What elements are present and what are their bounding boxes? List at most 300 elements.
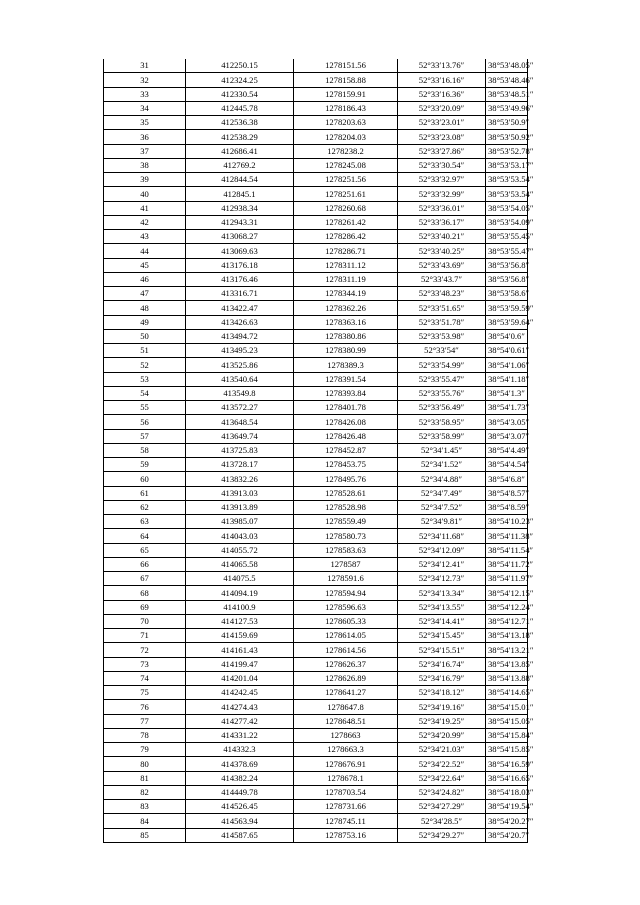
point-number-cell: 71	[104, 629, 186, 643]
x-coordinate-cell: 414201.04	[186, 671, 294, 685]
longitude-cell: 38°54′11.54″	[486, 543, 528, 557]
latitude-cell: 52°33′56.49″	[398, 401, 486, 415]
y-coordinate-cell: 1278453.75	[294, 458, 398, 472]
point-number-cell: 59	[104, 458, 186, 472]
point-number-cell: 65	[104, 543, 186, 557]
longitude-cell: 38°54′13.21″	[486, 643, 528, 657]
x-coordinate-cell: 412536.38	[186, 116, 294, 130]
y-coordinate-cell: 1278676.91	[294, 757, 398, 771]
point-number-cell: 64	[104, 529, 186, 543]
y-coordinate-cell: 1278594.94	[294, 586, 398, 600]
x-coordinate-cell: 413495.23	[186, 344, 294, 358]
point-number-cell: 81	[104, 771, 186, 785]
y-coordinate-cell: 1278391.54	[294, 372, 398, 386]
table-row	[104, 800, 528, 814]
point-number-cell: 66	[104, 557, 186, 571]
x-coordinate-cell: 414159.69	[186, 629, 294, 643]
latitude-cell: 52°34′1.45″	[398, 443, 486, 457]
x-coordinate-cell: 413422.47	[186, 301, 294, 315]
table-row	[104, 586, 528, 600]
latitude-cell: 52°34′18.12″	[398, 686, 486, 700]
point-number-cell: 70	[104, 614, 186, 628]
table-row	[104, 600, 528, 614]
latitude-cell: 52°33′40.21″	[398, 230, 486, 244]
point-number-cell: 47	[104, 287, 186, 301]
latitude-cell: 52°33′55.76″	[398, 386, 486, 400]
y-coordinate-cell: 1278344.19	[294, 287, 398, 301]
longitude-cell: 38°53′55.47″	[486, 244, 528, 258]
latitude-cell: 52°34′20.99″	[398, 728, 486, 742]
latitude-cell: 52°34′12.41″	[398, 557, 486, 571]
table-row	[104, 301, 528, 315]
y-coordinate-cell: 1278159.91	[294, 87, 398, 101]
y-coordinate-cell: 1278426.48	[294, 429, 398, 443]
longitude-cell: 38°54′16.59″	[486, 757, 528, 771]
x-coordinate-cell: 412538.29	[186, 130, 294, 144]
y-coordinate-cell: 1278286.71	[294, 244, 398, 258]
table-row	[104, 287, 528, 301]
longitude-cell: 38°53′53.54″	[486, 187, 528, 201]
point-number-cell: 54	[104, 386, 186, 400]
latitude-cell: 52°34′15.51″	[398, 643, 486, 657]
table-row	[104, 315, 528, 329]
longitude-cell: 38°54′4.49″	[486, 443, 528, 457]
longitude-cell: 38°54′0.61″	[486, 344, 528, 358]
y-coordinate-cell: 1278362.26	[294, 301, 398, 315]
latitude-cell: 52°34′12.09″	[398, 543, 486, 557]
x-coordinate-cell: 414378.69	[186, 757, 294, 771]
x-coordinate-cell: 412938.34	[186, 201, 294, 215]
y-coordinate-cell: 1278426.08	[294, 415, 398, 429]
x-coordinate-cell: 414127.53	[186, 614, 294, 628]
x-coordinate-cell: 414043.03	[186, 529, 294, 543]
longitude-cell: 38°54′18.03″	[486, 785, 528, 799]
y-coordinate-cell: 1278158.88	[294, 73, 398, 87]
point-number-cell: 48	[104, 301, 186, 315]
y-coordinate-cell: 1278731.66	[294, 800, 398, 814]
point-number-cell: 55	[104, 401, 186, 415]
latitude-cell: 52°33′36.17″	[398, 215, 486, 229]
y-coordinate-cell: 1278614.05	[294, 629, 398, 643]
table-row	[104, 515, 528, 529]
x-coordinate-cell: 413913.89	[186, 500, 294, 514]
latitude-cell: 52°34′22.64″	[398, 771, 486, 785]
point-number-cell: 33	[104, 87, 186, 101]
x-coordinate-cell: 413832.26	[186, 472, 294, 486]
x-coordinate-cell: 413316.71	[186, 287, 294, 301]
table-row	[104, 230, 528, 244]
y-coordinate-cell: 1278286.42	[294, 230, 398, 244]
table-row	[104, 543, 528, 557]
latitude-cell: 52°34′16.74″	[398, 657, 486, 671]
point-number-cell: 72	[104, 643, 186, 657]
y-coordinate-cell: 1278363.16	[294, 315, 398, 329]
longitude-cell: 38°54′8.57″	[486, 486, 528, 500]
table-row	[104, 572, 528, 586]
point-number-cell: 44	[104, 244, 186, 258]
latitude-cell: 52°33′16.36″	[398, 87, 486, 101]
longitude-cell: 38°54′15.85″	[486, 743, 528, 757]
y-coordinate-cell: 1278251.56	[294, 173, 398, 187]
x-coordinate-cell: 413985.07	[186, 515, 294, 529]
y-coordinate-cell: 1278580.73	[294, 529, 398, 543]
x-coordinate-cell: 412250.15	[186, 59, 294, 73]
latitude-cell: 52°33′40.25″	[398, 244, 486, 258]
y-coordinate-cell: 1278596.63	[294, 600, 398, 614]
latitude-cell: 52°33′51.78″	[398, 315, 486, 329]
x-coordinate-cell: 413549.8	[186, 386, 294, 400]
latitude-cell: 52°33′16.16″	[398, 73, 486, 87]
latitude-cell: 52°34′7.49″	[398, 486, 486, 500]
table-row	[104, 329, 528, 343]
y-coordinate-cell: 1278663	[294, 728, 398, 742]
y-coordinate-cell: 1278311.12	[294, 258, 398, 272]
point-number-cell: 52	[104, 358, 186, 372]
longitude-cell: 38°54′11.72″	[486, 557, 528, 571]
y-coordinate-cell: 1278614.56	[294, 643, 398, 657]
longitude-cell: 38°54′11.38″	[486, 529, 528, 543]
longitude-cell: 38°54′1.06″	[486, 358, 528, 372]
table-row	[104, 643, 528, 657]
longitude-cell: 38°53′53.17″	[486, 158, 528, 172]
coordinates-table	[103, 59, 534, 843]
longitude-cell: 38°53′50.92″	[486, 130, 528, 144]
table-row	[104, 686, 528, 700]
y-coordinate-cell: 1278583.63	[294, 543, 398, 557]
y-coordinate-cell: 1278626.89	[294, 671, 398, 685]
table-row	[104, 59, 528, 73]
latitude-cell: 52°34′15.45″	[398, 629, 486, 643]
point-number-cell: 37	[104, 144, 186, 158]
y-coordinate-cell: 1278663.3	[294, 743, 398, 757]
longitude-cell: 38°53′56.8″	[486, 258, 528, 272]
longitude-cell: 38°54′12.71″	[486, 614, 528, 628]
point-number-cell: 42	[104, 215, 186, 229]
x-coordinate-cell: 412943.31	[186, 215, 294, 229]
x-coordinate-cell: 414094.19	[186, 586, 294, 600]
coordinates-table-body	[104, 59, 534, 842]
table-row	[104, 130, 528, 144]
latitude-cell: 52°34′24.82″	[398, 785, 486, 799]
latitude-cell: 52°33′51.65″	[398, 301, 486, 315]
longitude-cell: 38°54′20.27″	[486, 814, 528, 828]
y-coordinate-cell: 1278204.03	[294, 130, 398, 144]
point-number-cell: 76	[104, 700, 186, 714]
latitude-cell: 52°33′13.76″	[398, 59, 486, 73]
latitude-cell: 52°33′32.99″	[398, 187, 486, 201]
longitude-cell: 38°54′1.18″	[486, 372, 528, 386]
x-coordinate-cell: 412769.2	[186, 158, 294, 172]
point-number-cell: 74	[104, 671, 186, 685]
longitude-cell: 38°53′58.6″	[486, 287, 528, 301]
point-number-cell: 50	[104, 329, 186, 343]
x-coordinate-cell: 414382.24	[186, 771, 294, 785]
point-number-cell: 57	[104, 429, 186, 443]
longitude-cell: 38°54′15.05″	[486, 714, 528, 728]
longitude-cell: 38°54′1.73″	[486, 401, 528, 415]
point-number-cell: 51	[104, 344, 186, 358]
x-coordinate-cell: 413494.72	[186, 329, 294, 343]
point-number-cell: 46	[104, 272, 186, 286]
y-coordinate-cell: 1278605.33	[294, 614, 398, 628]
table-row	[104, 201, 528, 215]
x-coordinate-cell: 414075.5	[186, 572, 294, 586]
table-row	[104, 101, 528, 115]
table-row	[104, 73, 528, 87]
latitude-cell: 52°33′20.09″	[398, 101, 486, 115]
y-coordinate-cell: 1278380.99	[294, 344, 398, 358]
latitude-cell: 52°34′21.03″	[398, 743, 486, 757]
y-coordinate-cell: 1278528.98	[294, 500, 398, 514]
latitude-cell: 52°34′12.73″	[398, 572, 486, 586]
latitude-cell: 52°33′43.69″	[398, 258, 486, 272]
latitude-cell: 52°34′28.5″	[398, 814, 486, 828]
latitude-cell: 52°33′54.99″	[398, 358, 486, 372]
point-number-cell: 49	[104, 315, 186, 329]
point-number-cell: 35	[104, 116, 186, 130]
y-coordinate-cell: 1278389.3	[294, 358, 398, 372]
table-row	[104, 272, 528, 286]
latitude-cell: 52°33′58.99″	[398, 429, 486, 443]
longitude-cell: 38°54′16.65″	[486, 771, 528, 785]
longitude-cell: 38°53′48.51″	[486, 87, 528, 101]
x-coordinate-cell: 414100.9	[186, 600, 294, 614]
point-number-cell: 83	[104, 800, 186, 814]
table-row	[104, 629, 528, 643]
longitude-cell: 38°53′52.78″	[486, 144, 528, 158]
table-row	[104, 728, 528, 742]
point-number-cell: 32	[104, 73, 186, 87]
table-row	[104, 700, 528, 714]
point-number-cell: 69	[104, 600, 186, 614]
latitude-cell: 52°34′13.55″	[398, 600, 486, 614]
latitude-cell: 52°34′27.29″	[398, 800, 486, 814]
table-row	[104, 771, 528, 785]
latitude-cell: 52°33′36.01″	[398, 201, 486, 215]
x-coordinate-cell: 412324.25	[186, 73, 294, 87]
x-coordinate-cell: 413649.74	[186, 429, 294, 443]
latitude-cell: 52°33′27.86″	[398, 144, 486, 158]
y-coordinate-cell: 1278203.63	[294, 116, 398, 130]
longitude-cell: 38°53′54.09″	[486, 215, 528, 229]
y-coordinate-cell: 1278151.56	[294, 59, 398, 73]
latitude-cell: 52°34′16.79″	[398, 671, 486, 685]
x-coordinate-cell: 413068.27	[186, 230, 294, 244]
latitude-cell: 52°33′55.47″	[398, 372, 486, 386]
point-number-cell: 80	[104, 757, 186, 771]
latitude-cell: 52°34′7.52″	[398, 500, 486, 514]
longitude-cell: 38°54′12.15″	[486, 586, 528, 600]
longitude-cell: 38°54′20.7″	[486, 828, 528, 842]
latitude-cell: 52°34′29.27″	[398, 828, 486, 842]
y-coordinate-cell: 1278559.49	[294, 515, 398, 529]
point-number-cell: 38	[104, 158, 186, 172]
point-number-cell: 84	[104, 814, 186, 828]
longitude-cell: 38°53′49.96″	[486, 101, 528, 115]
longitude-cell: 38°54′10.23″	[486, 515, 528, 529]
table-row	[104, 258, 528, 272]
point-number-cell: 45	[104, 258, 186, 272]
longitude-cell: 38°54′13.85″	[486, 657, 528, 671]
y-coordinate-cell: 1278186.43	[294, 101, 398, 115]
longitude-cell: 38°54′8.59″	[486, 500, 528, 514]
y-coordinate-cell: 1278401.78	[294, 401, 398, 415]
point-number-cell: 53	[104, 372, 186, 386]
latitude-cell: 52°34′9.81″	[398, 515, 486, 529]
x-coordinate-cell: 413176.46	[186, 272, 294, 286]
point-number-cell: 36	[104, 130, 186, 144]
latitude-cell: 52°34′11.68″	[398, 529, 486, 543]
point-number-cell: 39	[104, 173, 186, 187]
table-row	[104, 144, 528, 158]
latitude-cell: 52°33′53.98″	[398, 329, 486, 343]
latitude-cell: 52°34′1.52″	[398, 458, 486, 472]
table-row	[104, 529, 528, 543]
point-number-cell: 77	[104, 714, 186, 728]
x-coordinate-cell: 412330.54	[186, 87, 294, 101]
latitude-cell: 52°33′30.54″	[398, 158, 486, 172]
x-coordinate-cell: 414449.78	[186, 785, 294, 799]
point-number-cell: 75	[104, 686, 186, 700]
table-row	[104, 828, 528, 842]
latitude-cell: 52°33′23.01″	[398, 116, 486, 130]
table-row	[104, 557, 528, 571]
latitude-cell: 52°33′43.7″	[398, 272, 486, 286]
y-coordinate-cell: 1278495.76	[294, 472, 398, 486]
table-row	[104, 500, 528, 514]
latitude-cell: 52°33′32.97″	[398, 173, 486, 187]
longitude-cell: 38°54′15.01″	[486, 700, 528, 714]
x-coordinate-cell: 414274.43	[186, 700, 294, 714]
point-number-cell: 62	[104, 500, 186, 514]
point-number-cell: 61	[104, 486, 186, 500]
x-coordinate-cell: 414065.58	[186, 557, 294, 571]
x-coordinate-cell: 414242.45	[186, 686, 294, 700]
longitude-cell: 38°53′48.46″	[486, 73, 528, 87]
y-coordinate-cell: 1278641.27	[294, 686, 398, 700]
latitude-cell: 52°34′22.52″	[398, 757, 486, 771]
longitude-cell: 38°54′3.05″	[486, 415, 528, 429]
x-coordinate-cell: 414332.3	[186, 743, 294, 757]
longitude-cell: 38°53′50.9″	[486, 116, 528, 130]
table-row	[104, 458, 528, 472]
longitude-cell: 38°54′0.6″	[486, 329, 528, 343]
longitude-cell: 38°54′4.54″	[486, 458, 528, 472]
y-coordinate-cell: 1278380.86	[294, 329, 398, 343]
point-number-cell: 40	[104, 187, 186, 201]
point-number-cell: 58	[104, 443, 186, 457]
longitude-cell: 38°53′48.05″	[486, 59, 528, 73]
x-coordinate-cell: 414587.65	[186, 828, 294, 842]
y-coordinate-cell: 1278260.68	[294, 201, 398, 215]
y-coordinate-cell: 1278591.6	[294, 572, 398, 586]
y-coordinate-cell: 1278261.42	[294, 215, 398, 229]
point-number-cell: 56	[104, 415, 186, 429]
point-number-cell: 78	[104, 728, 186, 742]
table-row	[104, 785, 528, 799]
table-row	[104, 372, 528, 386]
point-number-cell: 68	[104, 586, 186, 600]
longitude-cell: 38°54′1.3″	[486, 386, 528, 400]
table-row	[104, 215, 528, 229]
x-coordinate-cell: 414563.94	[186, 814, 294, 828]
table-row	[104, 614, 528, 628]
table-row	[104, 814, 528, 828]
y-coordinate-cell: 1278626.37	[294, 657, 398, 671]
longitude-cell: 38°54′14.65″	[486, 686, 528, 700]
x-coordinate-cell: 414055.72	[186, 543, 294, 557]
x-coordinate-cell: 413069.63	[186, 244, 294, 258]
y-coordinate-cell: 1278745.11	[294, 814, 398, 828]
table-row	[104, 386, 528, 400]
y-coordinate-cell: 1278587	[294, 557, 398, 571]
table-row	[104, 187, 528, 201]
point-number-cell: 31	[104, 59, 186, 73]
table-row	[104, 429, 528, 443]
latitude-cell: 52°33′23.08″	[398, 130, 486, 144]
table-row	[104, 344, 528, 358]
table-row	[104, 757, 528, 771]
longitude-cell: 38°54′19.54″	[486, 800, 528, 814]
longitude-cell: 38°53′54.05″	[486, 201, 528, 215]
longitude-cell: 38°53′59.59″	[486, 301, 528, 315]
x-coordinate-cell: 414277.42	[186, 714, 294, 728]
x-coordinate-cell: 414161.43	[186, 643, 294, 657]
point-number-cell: 60	[104, 472, 186, 486]
table-row	[104, 116, 528, 130]
x-coordinate-cell: 412445.78	[186, 101, 294, 115]
point-number-cell: 34	[104, 101, 186, 115]
table-row	[104, 401, 528, 415]
point-number-cell: 41	[104, 201, 186, 215]
x-coordinate-cell: 412686.41	[186, 144, 294, 158]
x-coordinate-cell: 414199.47	[186, 657, 294, 671]
x-coordinate-cell: 413725.83	[186, 443, 294, 457]
table-row	[104, 158, 528, 172]
y-coordinate-cell: 1278753.16	[294, 828, 398, 842]
y-coordinate-cell: 1278528.61	[294, 486, 398, 500]
latitude-cell: 52°33′48.23″	[398, 287, 486, 301]
x-coordinate-cell: 413572.27	[186, 401, 294, 415]
point-number-cell: 67	[104, 572, 186, 586]
point-number-cell: 63	[104, 515, 186, 529]
table-row	[104, 714, 528, 728]
table-row	[104, 173, 528, 187]
longitude-cell: 38°54′13.18″	[486, 629, 528, 643]
table-row	[104, 87, 528, 101]
y-coordinate-cell: 1278245.08	[294, 158, 398, 172]
x-coordinate-cell: 414331.22	[186, 728, 294, 742]
x-coordinate-cell: 413525.86	[186, 358, 294, 372]
longitude-cell: 38°54′15.84″	[486, 728, 528, 742]
latitude-cell: 52°34′19.25″	[398, 714, 486, 728]
longitude-cell: 38°53′56.8″	[486, 272, 528, 286]
y-coordinate-cell: 1278703.54	[294, 785, 398, 799]
longitude-cell: 38°54′12.24″	[486, 600, 528, 614]
y-coordinate-cell: 1278452.87	[294, 443, 398, 457]
x-coordinate-cell: 413540.64	[186, 372, 294, 386]
x-coordinate-cell: 413176.18	[186, 258, 294, 272]
x-coordinate-cell: 413913.03	[186, 486, 294, 500]
x-coordinate-cell: 413426.63	[186, 315, 294, 329]
point-number-cell: 43	[104, 230, 186, 244]
longitude-cell: 38°54′13.88″	[486, 671, 528, 685]
latitude-cell: 52°33′58.95″	[398, 415, 486, 429]
x-coordinate-cell: 412845.1	[186, 187, 294, 201]
table-row	[104, 472, 528, 486]
y-coordinate-cell: 1278393.84	[294, 386, 398, 400]
longitude-cell: 38°53′53.54″	[486, 173, 528, 187]
